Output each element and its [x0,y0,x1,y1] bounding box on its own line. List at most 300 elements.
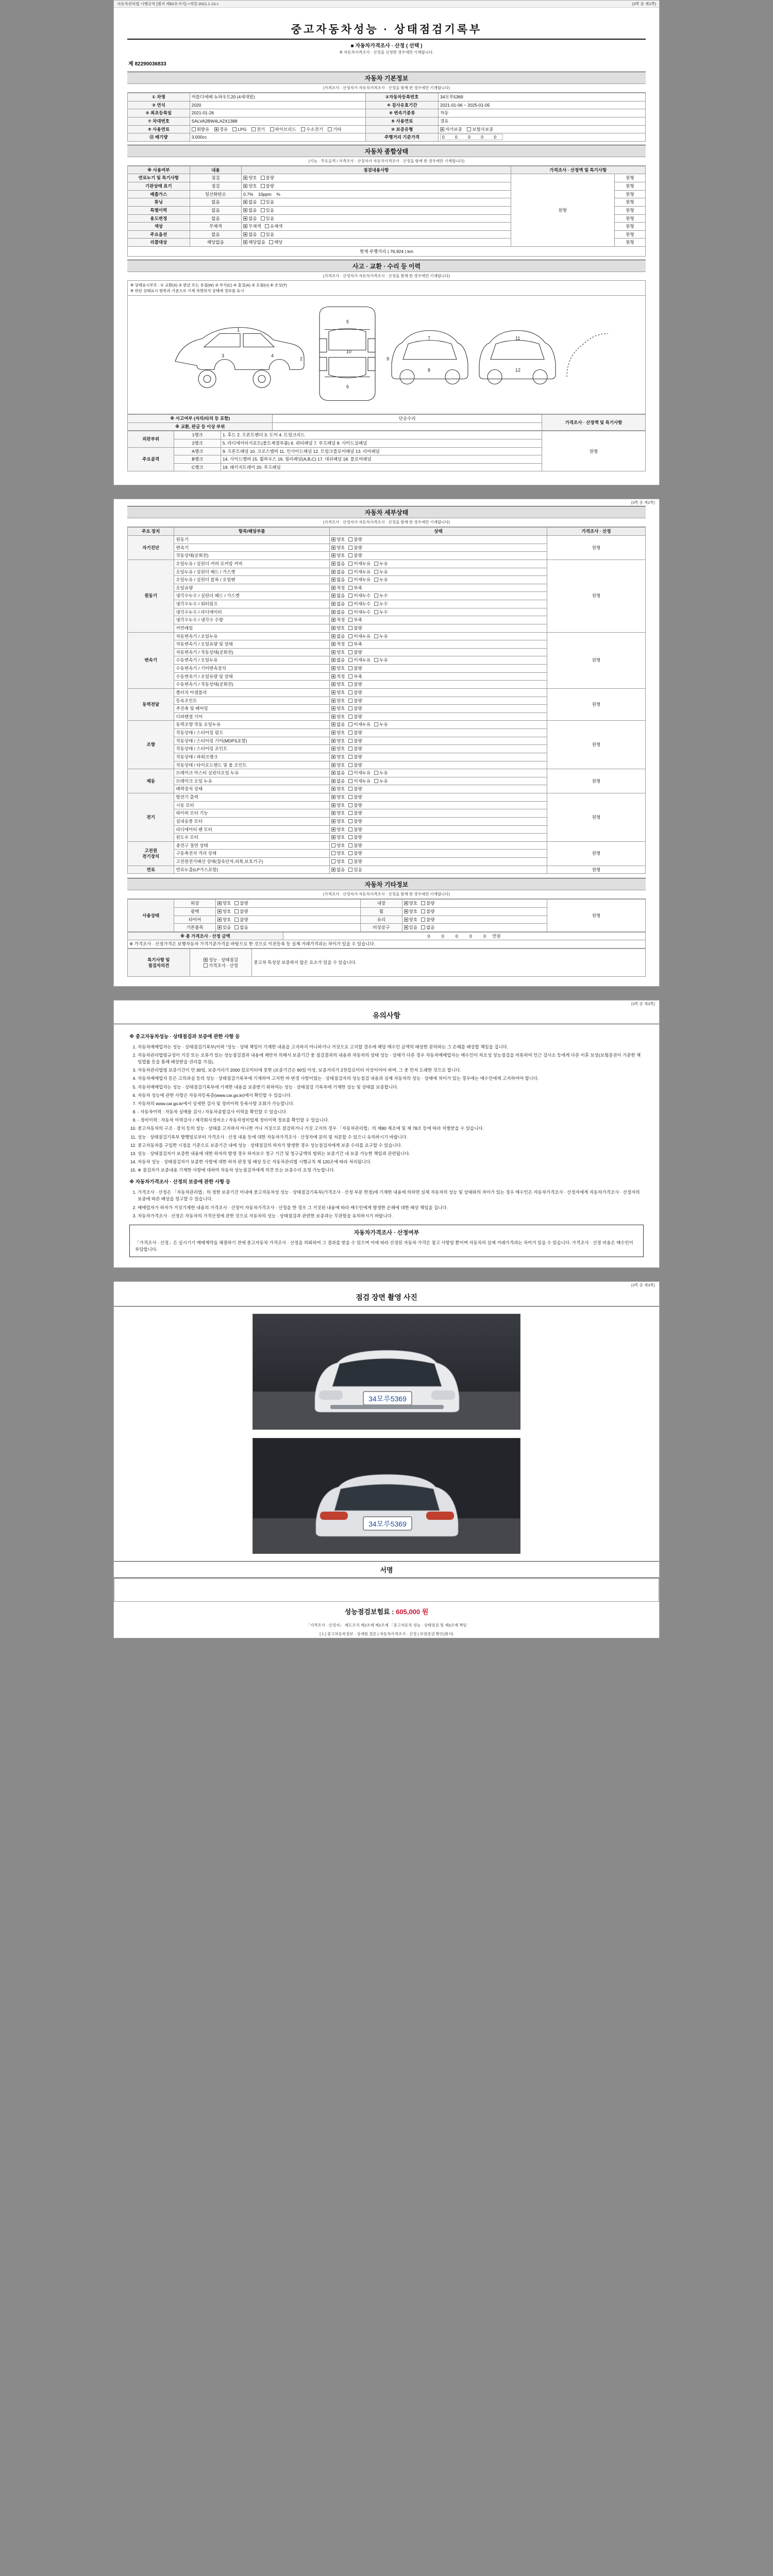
checkbox-history-yes[interactable] [261,208,265,212]
detail-item-label: 디퍼렌셜 기어 [174,713,330,721]
checkbox-양호[interactable] [331,811,335,815]
checkbox-적정[interactable] [331,674,335,679]
svg-text:1: 1 [237,327,240,332]
checkbox-fuel-hybrid[interactable] [270,127,274,131]
checkbox-불량[interactable] [348,715,352,719]
checkbox-fuel-leak-ok[interactable] [243,176,247,180]
page1-topbar [114,1,659,8]
table-row [128,900,646,908]
rank-group-1: 주요골격 [128,447,174,471]
checkbox-양호[interactable] [331,795,335,799]
list-item: 1. 가격조사 · 산정은 「자동차관리법」의 정한 보증기간 이내에 중고자동차성 성능 · 상태점검기록부(가격조사 · 산정 부분 한정)에 기재한 내용에 의하면 실제 자동차의 성능 및 상태와의 차이가 있는 경우 매수인은 자동차가격조사 · 산정자에게 자동차가격조사 · 산정자의 보증에 따른 배상을 청구할 수 있습니다. [138,1189,644,1202]
checkbox-없음[interactable] [331,562,335,566]
accident-q2: ※ 교환, 판금 등 이상 부위 [128,422,273,431]
checkbox-미세누유[interactable] [348,634,352,638]
checkbox-불량[interactable] [348,731,352,735]
checkbox-warranty-self[interactable] [440,127,444,131]
rank-2: A랭크 [174,447,221,455]
detail-item-options[interactable]: 양호 불량 [329,753,547,761]
checkbox-l1-양호[interactable] [217,909,222,913]
mileage-boxes: 0 0 0 0 0 [438,133,645,142]
checkbox-l2-양호[interactable] [217,918,222,922]
rank-1: 2랭크 [174,439,221,447]
checkbox-누유[interactable] [374,658,378,662]
page-2 [113,499,660,987]
checkbox-불량[interactable] [348,859,352,863]
svg-text:10: 10 [346,349,352,354]
detail-item-options[interactable]: 양호 불량 [329,688,547,697]
list-item: 4. 자동차매매업자 등은 고의과실 등의 성능 · 상태점검기록부에 기재하여 고지한 바 변경 사항이었는 · 상태점검자의 성능점검 내용과 실제 자동차의 성능 · 상태에 차이가 있는 경우에는 매수인에게 고지하여야 합니다. [138,1075,644,1082]
checkbox-양호[interactable] [331,666,335,670]
table-row [128,133,646,142]
checkbox-있음[interactable] [348,868,352,872]
checkbox-누수[interactable] [374,602,378,606]
etc-options-l2[interactable]: 양호 불량 [215,916,360,924]
emission-smoke: % [276,191,280,197]
total-unit: 만원 [492,933,501,939]
detail-item-label: 오일누유 / 실린더 헤드 / 가스켓 [174,568,330,576]
checkbox-fuel-diesel[interactable] [214,127,219,131]
checkbox-양호[interactable] [331,739,335,743]
detail-group-8: 연료 [128,866,174,874]
checkbox-없음[interactable] [331,602,335,606]
fuel-options[interactable]: 휘발유 경유 LPG 전기 하이브리드 수소전기 기타 [190,125,366,133]
detail-item-label: 오일누유 / 실린더 커버 로커암 커버 [174,560,330,568]
checkbox-미세누유[interactable] [348,578,352,582]
svg-text:12: 12 [515,367,521,372]
checkbox-color-chromatic[interactable] [265,224,269,228]
detail-group-value-3: 원형 [547,688,646,721]
special-options[interactable]: 성능 · 상태점검 가격조사 · 산정 [190,949,252,977]
etc-label-r0: 내장 [361,900,402,908]
checkbox-미세누유[interactable] [348,779,352,783]
special-note-table [127,948,646,977]
checkbox-양호[interactable] [331,763,335,767]
detail-item-label: 작동상태 / 스티어링 기어(MDPS포함) [174,737,330,745]
basic-value-2: 2020 [190,101,366,109]
checkbox-없음[interactable] [331,594,335,598]
detail-item-options[interactable]: 없음 미세누유 누유 [329,769,547,777]
notice-heading-1: ※ 중고자동차성능 · 상태점검과 보증에 관한 사항 등 [129,1034,240,1040]
rank-3: B랭크 [174,455,221,464]
checkbox-r0-불량[interactable] [421,901,425,905]
checkbox-r1-불량[interactable] [421,909,425,913]
detail-item-label: 등속조인트 [174,697,330,705]
checkbox-l0-불량[interactable] [234,901,239,905]
checkbox-fuel-hydrogen[interactable] [301,127,305,131]
svg-text:7: 7 [428,335,431,341]
detail-item-options[interactable]: 없음 미세누유 누유 [329,721,547,729]
detail-item-options[interactable]: 양호 불량 [329,729,547,737]
checkbox-누수[interactable] [374,610,378,614]
checkbox-누유[interactable] [374,562,378,566]
checkbox-r3-없음[interactable] [421,925,425,929]
checkbox-불량[interactable] [348,682,352,686]
detail-item-options[interactable]: 양호 불량 [329,745,547,753]
detail-item-options[interactable]: 양호 불량 [329,697,547,705]
plate-front-text: 34모루5369 [368,1395,407,1403]
detail-item-options[interactable]: 양호 불량 [329,705,547,713]
detail-item-options[interactable]: 양호 불량 [329,825,547,834]
checkbox-양호[interactable] [331,699,335,703]
checkbox-부족[interactable] [348,586,352,590]
checkbox-불량[interactable] [348,811,352,815]
table-row [128,117,646,125]
checkbox-불량[interactable] [348,755,352,759]
checkbox-불량[interactable] [348,843,352,848]
overall-note: (기능 · 주요골격 / 가격조사 · 산정자가 자동차가격조사 · 산정을 함께 한 경우에만 기재합니다) [127,157,646,166]
detail-item-options[interactable]: 양호 불량 [329,536,547,544]
checkbox-없음[interactable] [331,634,335,638]
detail-item-label: 작동상태 / 파워크랭크 [174,753,330,761]
price-survey-box [129,1225,644,1257]
svg-text:4: 4 [271,353,274,358]
list-item: 9. - 정비이력 : 자동차 이력검사 / 제작회사정비소 / 자동차정비업체 정비이력 정보를 확인할 수 있습니다. [138,1117,644,1124]
checkbox-recall-yes[interactable] [269,240,273,244]
displacement-value: 3,000cc [190,133,366,142]
checkbox-누유[interactable] [374,771,378,775]
checkbox-누유[interactable] [374,779,378,783]
detail-item-options[interactable]: 양호 불량 [329,817,547,825]
overall-val: 원형 [511,174,614,247]
checkbox-양호[interactable] [331,626,335,630]
total-note: ※ 가격조사 · 산정가격은 보행자동차 가격기준가격을 바탕으로 한 것으로 이전등록 등 실제 거래가격과는 차이가 있을 수 있습니다. [128,940,646,948]
detail-item-options[interactable]: 없음 미세누수 누수 [329,592,547,600]
checkbox-미세누유[interactable] [348,658,352,662]
detail-item-options[interactable]: 없음 미세누유 누유 [329,576,547,584]
checkbox-불량[interactable] [348,787,352,791]
svg-text:6: 6 [346,384,349,389]
checkbox-양호[interactable] [331,803,335,807]
checkbox-양호[interactable] [331,731,335,735]
checkbox-불량[interactable] [348,690,352,694]
detail-item-options[interactable]: 양호 불량 [329,785,547,793]
detail-item-options[interactable]: 양호 불량 [329,841,547,850]
detail-item-options[interactable]: 양호 불량 [329,850,547,858]
table-row: 색상 무채색 무채색 유채색 원형 [128,223,646,231]
checkbox-양호[interactable] [331,553,335,557]
checkbox-r3-있음[interactable] [404,925,408,929]
detail-item-options[interactable]: 없음 미세누수 누수 [329,608,547,616]
checkbox-recall-none[interactable] [243,240,247,244]
detail-item-options[interactable]: 적정 부족 [329,616,547,624]
checkbox-r1-양호[interactable] [404,909,408,913]
checkbox-누유[interactable] [374,722,378,726]
table-row: 배출가스 일산화탄소 0.7% 10ppm % 원형 [128,190,646,198]
checkbox-없음[interactable] [331,658,335,662]
detail-item-label: 실내송풍 모터 [174,817,330,825]
detail-item-options[interactable]: 없음 있음 [329,866,547,874]
checkbox-history-none[interactable] [243,208,247,212]
photo-front [253,1314,520,1430]
detail-head-2: 상태 [329,528,547,536]
signature-box[interactable] [114,1578,659,1602]
detail-item-label: 냉각수누수 / 라디에이터 [174,608,330,616]
checkbox-불량[interactable] [348,739,352,743]
accident-summary-table [127,414,646,431]
checkbox-적정[interactable] [331,586,335,590]
checkbox-fuel-electric[interactable] [251,127,256,131]
checkbox-r2-불량[interactable] [421,918,425,922]
checkbox-special-performance[interactable] [204,958,208,962]
accident-rank-table [127,431,646,471]
detail-item-options[interactable]: 양호 불량 [329,544,547,552]
checkbox-불량[interactable] [348,827,352,832]
overall-head-1: 내용 [190,166,242,174]
checkbox-미세누유[interactable] [348,570,352,574]
checkbox-미세누유[interactable] [348,562,352,566]
basic-value-4: 2021-01-26 [190,109,366,117]
detail-item-options[interactable]: 없음 미세누수 누수 [329,600,547,608]
checkbox-양호[interactable] [331,843,335,848]
etc-label-l3: 기본품목 [174,924,215,932]
basic-info-note: (가격조사 · 산정자가 자동차가격조사 · 산정을 함께 한 경우에만 기재합니다) [127,84,646,93]
checkbox-fuel-lpg[interactable] [232,127,237,131]
checkbox-불량[interactable] [348,546,352,550]
checkbox-불량[interactable] [348,851,352,855]
checkbox-적정[interactable] [331,642,335,646]
detail-item-options[interactable]: 양호 불량 [329,713,547,721]
checkbox-없음[interactable] [331,578,335,582]
table-row [128,560,646,568]
checkbox-미세누유[interactable] [348,722,352,726]
checkbox-누유[interactable] [374,578,378,582]
detail-item-label: 냉각수누수 / 워터펌프 [174,600,330,608]
table-row [128,536,646,544]
checkbox-양호[interactable] [331,682,335,686]
accident-legend-2: ※ 하단 상태표시 항목과 기준으로 기재 차량위치 상태에 정보를 표시 [130,289,244,293]
basic-label-3: ④ 검사유효기간 [366,101,439,109]
checkbox-누수[interactable] [374,594,378,598]
checkbox-불량[interactable] [348,666,352,670]
checkbox-warranty-insurer[interactable] [467,127,471,131]
table-row [128,688,646,697]
checkbox-option-yes[interactable] [261,232,265,236]
detail-item-options[interactable]: 없음 미세누유 누유 [329,560,547,568]
table-row [128,632,646,640]
detail-item-label: 오일유량 [174,584,330,592]
rank-items-3: 14. 사이드멤버 15. 휠하우스 16. 필러패널(A,B,C) 17. 대쉬패널 18. 플로어패널 [221,455,542,464]
detail-item-options[interactable]: 양호 불량 [329,809,547,818]
detail-group-1: 원동기 [128,560,174,632]
etc-note: (가격조사 · 산정자가 자동차가격조사 · 산정을 함께 한 경우에만 기재합니다) [127,890,646,899]
checkbox-미세누수[interactable] [348,602,352,606]
checkbox-usechange-none[interactable] [243,216,247,221]
checkbox-tuning-none[interactable] [243,200,247,204]
checkbox-없음[interactable] [331,771,335,775]
detail-item-options[interactable]: 없음 미세누유 누유 [329,656,547,665]
detail-item-options[interactable]: 적정 부족 [329,640,547,649]
detail-item-options[interactable]: 양호 불량 [329,624,547,632]
detail-item-options[interactable]: 양호 불량 [329,737,547,745]
checkbox-양호[interactable] [331,787,335,791]
checkbox-양호[interactable] [331,859,335,863]
checkbox-usechange-yes[interactable] [261,216,265,221]
checkbox-l3-없음[interactable] [234,925,239,929]
detail-head-3: 가격조사 · 산정 [547,528,646,536]
rank-items-2: 9. 프론트패널 10. 크로스멤버 11. 인사이드패널 12. 트렁크플로어패널 13. 리어패널 [221,447,542,455]
etc-band: 자동차 기타정보 [127,878,646,890]
list-item: 3. 자동차가격조사 · 산정은 자동차의 가격산정에 관한 것으로 자동차의 성능 · 상태점검과 관련한 보증과는 무관함을 유의하시기 바랍니다. [138,1213,644,1219]
list-item: 3. 자동차관리법령 보증기간이 만 30일, 보증거리가 2000 킬로미터에 못한 (보증기간은 90일 이상, 보증거리가 2천킬로미터 이상이어야 하며, 그 중 먼저 도래한 것으로 합니다. [138,1067,644,1074]
detail-item-options[interactable]: 양호 불량 [329,834,547,842]
checkbox-미세누수[interactable] [348,594,352,598]
etc-options-l0[interactable]: 양호 불량 [215,900,360,908]
detail-group-6: 전기 [128,793,174,842]
detail-item-options[interactable]: 양호 불량 [329,801,547,809]
inspection-fee [114,1602,659,1621]
detail-group-3: 동력전달 [128,688,174,721]
checkbox-불량[interactable] [348,835,352,839]
detail-item-options[interactable]: 양호 불량 [329,858,547,866]
checkbox-양호[interactable] [331,706,335,710]
checkbox-미세누유[interactable] [348,771,352,775]
checkbox-l1-불량[interactable] [234,909,239,913]
checkbox-special-price[interactable] [204,963,208,968]
rank-items-0: 1. 후드 2. 프론트펜더 3. 도어 4. 트렁크리드 [221,431,542,439]
overall-head-0: ※ 사용여부 [128,166,190,174]
checkbox-fuel-gasoline[interactable] [192,127,196,131]
list-item: 11. 성능 · 상태점검기록부 발행일로부터 가격조사 · 산정 내용 등에 대한 자동차가격조사 · 산정자에 문의 및 처분할 수 있으니 유의하시기 바랍니다. [138,1134,644,1141]
checkbox-양호[interactable] [331,747,335,751]
detail-item-options[interactable]: 양호 불량 [329,552,547,560]
emission-hc: 10ppm [258,191,272,197]
checkbox-불량[interactable] [348,537,352,541]
footer-note-2: [ 1 ] 중고차등록정보 · 상세함 결론 | 자동차가격조사 · 산정 | 보장증권 확인(회사) [320,1631,453,1636]
detail-item-label: 커먼레일 [174,624,330,632]
checkbox-불량[interactable] [348,650,352,654]
checkbox-없음[interactable] [331,868,335,872]
checkbox-없음[interactable] [331,779,335,783]
photo-list [114,1307,659,1561]
detail-group-0: 자기진단 [128,536,174,560]
basic-value-3: 2021-01-06 ~ 2025-01-05 [438,101,645,109]
detail-item-label: 라디에이터 팬 모터 [174,825,330,834]
checkbox-부족[interactable] [348,618,352,622]
detail-group-5: 제동 [128,769,174,793]
checkbox-engine-bad[interactable] [261,184,265,188]
detail-group-value-0: 원형 [547,536,646,560]
checkbox-불량[interactable] [348,819,352,823]
etc-options-l3[interactable]: 있음 없음 [215,924,360,932]
checkbox-불량[interactable] [348,763,352,767]
overall-head-3: 가격조사 · 산정액 및 특기사항 [511,166,645,174]
checkbox-양호[interactable] [331,690,335,694]
checkbox-engine-ok[interactable] [243,184,247,188]
special-text: 중고차 특성상 보증하지 않은 요소가 있을 수 있습니다. [252,949,646,977]
detail-item-options[interactable]: 적정 부족 [329,672,547,681]
checkbox-누유[interactable] [374,570,378,574]
checkbox-없음[interactable] [331,570,335,574]
detail-item-options[interactable]: 양호 불량 [329,648,547,656]
checkbox-tuning-yes[interactable] [261,200,265,204]
detail-group-value-8: 원형 [547,866,646,874]
detail-item-options[interactable]: 없음 미세누유 누유 [329,632,547,640]
page-indicator-1: (3쪽 중 제1쪽) [632,2,656,6]
detail-note: (가격조사 · 산정자가 자동차가격조사 · 산정을 함께 한 경우에만 기재합니다) [127,518,646,527]
checkbox-양호[interactable] [331,755,335,759]
checkbox-불량[interactable] [348,803,352,807]
detail-item-label: 수동변속기 / 기어변속장치 [174,665,330,673]
etc-options-r0[interactable]: 양호 불량 [402,900,547,908]
svg-text:9: 9 [386,356,390,361]
etc-options-r3[interactable]: 있음 없음 [402,924,547,932]
checkbox-부족[interactable] [348,674,352,679]
etc-label-r3: 비상공구 [361,924,402,932]
checkbox-누유[interactable] [374,634,378,638]
checkbox-불량[interactable] [348,699,352,703]
checkbox-양호[interactable] [331,650,335,654]
etc-options-l1[interactable]: 양호 불량 [215,907,360,916]
warranty-options[interactable]: 자가보증 보험사보증 [438,125,645,133]
checkbox-없음[interactable] [331,610,335,614]
table-row: 특별이력 없음 없음 있음 원형 [128,206,646,214]
table-row [128,940,646,948]
checkbox-fuel-other[interactable] [328,127,332,131]
checkbox-양호[interactable] [331,851,335,855]
photo-rear [253,1438,520,1554]
checkbox-양호[interactable] [331,546,335,550]
checkbox-l0-양호[interactable] [217,901,222,905]
checkbox-양호[interactable] [331,835,335,839]
detail-item-options[interactable]: 양호 불량 [329,665,547,673]
detail-item-options[interactable]: 양호 불량 [329,761,547,769]
checkbox-불량[interactable] [348,626,352,630]
checkbox-불량[interactable] [348,795,352,799]
list-item: 13. 성능 · 상태점검자가 보증한 내용에 대한 하자의 발생 경우 하자보수 청구 기간 및 청구금액의 범위는 보증기간 내 보증 가능한 책임과 관련됩니다. [138,1150,644,1157]
basic-value-1: 34모루5369 [438,93,645,101]
checkbox-fuel-leak-bad[interactable] [261,176,265,180]
detail-item-options[interactable]: 적정 부족 [329,584,547,592]
checkbox-양호[interactable] [331,537,335,541]
checkbox-불량[interactable] [348,553,352,557]
list-item: 2. 매매업자가 하자가 거짓기재한 내용의 가격조사 · 산정이 자동차가격조사 · 산정을 한 경우 그 거짓된 내용에 따라 매수인에게 발생한 손해에 대한 배상 책임을 집니다. [138,1205,644,1211]
detail-item-label: 작동상태(공회전) [174,552,330,560]
checkbox-불량[interactable] [348,706,352,710]
detail-item-options[interactable]: 없음 미세누유 누유 [329,777,547,785]
basic-label-4: ⑤ 최초등록일 [128,109,190,117]
list-item: 6. 자동차 성능에 관한 사항은 자동차등록증(www.car.go.kr)에서 확인할 수 있습니다. [138,1092,644,1099]
checkbox-미세누수[interactable] [348,610,352,614]
page-4 [113,1281,660,1638]
checkbox-r2-양호[interactable] [404,918,408,922]
checkbox-양호[interactable] [331,819,335,823]
checkbox-없음[interactable] [331,722,335,726]
detail-item-options[interactable]: 양호 불량 [329,681,547,689]
detail-item-options[interactable]: 양호 불량 [329,793,547,802]
vehicle-damage-diagram [127,296,646,414]
checkbox-양호[interactable] [331,827,335,832]
checkbox-불량[interactable] [348,747,352,751]
accident-band: 사고 · 교환 · 수리 등 이력 [127,260,646,272]
table-row [128,949,646,977]
rank-0: 1랭크 [174,431,221,439]
checkbox-적정[interactable] [331,618,335,622]
detail-item-label: 시동 모터 [174,801,330,809]
checkbox-color-achromatic[interactable] [243,224,247,228]
detail-group-value-5: 원형 [547,769,646,793]
etc-options-r1[interactable]: 양호 불량 [402,907,547,916]
checkbox-r0-양호[interactable] [404,901,408,905]
checkbox-양호[interactable] [331,715,335,719]
checkbox-l3-있음[interactable] [217,925,222,929]
checkbox-option-none[interactable] [243,232,247,236]
table-row [128,793,646,802]
checkbox-l2-불량[interactable] [234,918,239,922]
detail-item-options[interactable]: 없음 미세누유 누유 [329,568,547,576]
etc-options-r2[interactable]: 양호 불량 [402,916,547,924]
checkbox-부족[interactable] [348,642,352,646]
